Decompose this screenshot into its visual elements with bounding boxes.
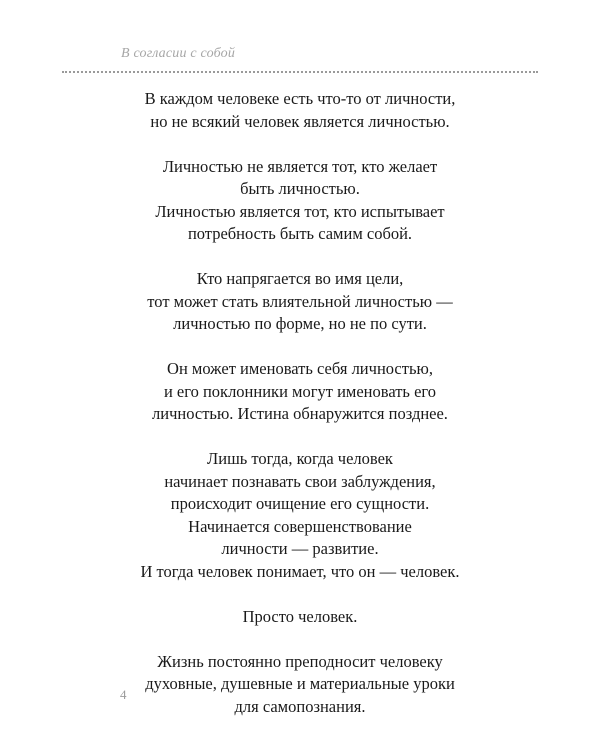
stanza: [62, 156, 538, 246]
page-number: 4: [120, 687, 127, 702]
poem-line: быть личностью.: [240, 179, 360, 198]
stanza: [62, 448, 538, 583]
poem-line: потребность быть самим собой.: [187, 224, 413, 243]
poem-line: Личностью не является тот, кто желает: [162, 156, 438, 176]
stanza: [62, 268, 538, 336]
poem-line: тот может стать влиятельной личностью —: [147, 291, 453, 311]
poem-line: личности — развитие.: [221, 539, 379, 558]
poem-line: Начинается совершенствование: [188, 516, 412, 536]
stanza: [62, 358, 538, 426]
poem-line: но не всякий человек является личностью.: [150, 111, 450, 131]
poem-line: и его поклонники могут именовать его: [163, 381, 437, 401]
poem-line: Лишь тогда, когда человек: [207, 449, 393, 468]
poem-line: личностью по форме, но не по сути.: [173, 314, 427, 333]
poem-line: В каждом человеке есть что-то от личности,: [144, 89, 456, 108]
poem-line: духовные, душевные и материальные уроки: [145, 674, 455, 693]
stanza: [62, 88, 538, 133]
poem-line: Личностью является тот, кто испытывает: [155, 201, 445, 221]
running-header: В согласии с собой: [121, 46, 236, 61]
poem-body: [62, 88, 538, 741]
poem-line: происходит очищение его сущности.: [170, 494, 430, 513]
poem-line: Просто человек.: [242, 606, 358, 626]
poem-line: начинает познавать свои заблуждения,: [164, 471, 436, 491]
poem-line: Он может именовать себя личностью,: [167, 359, 433, 378]
poem-line: личностью. Истина обнаружится позднее.: [152, 404, 448, 423]
header-dotted-rule: [62, 71, 538, 73]
poem-line: Жизнь постоянно преподносит человеку: [157, 651, 443, 671]
poem-line: Кто напрягается во имя цели,: [196, 269, 404, 288]
stanza: [62, 651, 538, 719]
stanza: [62, 606, 538, 629]
poem-line: для самопознания.: [234, 696, 366, 716]
poem-line: И тогда человек понимает, что он — человек.: [140, 561, 460, 581]
